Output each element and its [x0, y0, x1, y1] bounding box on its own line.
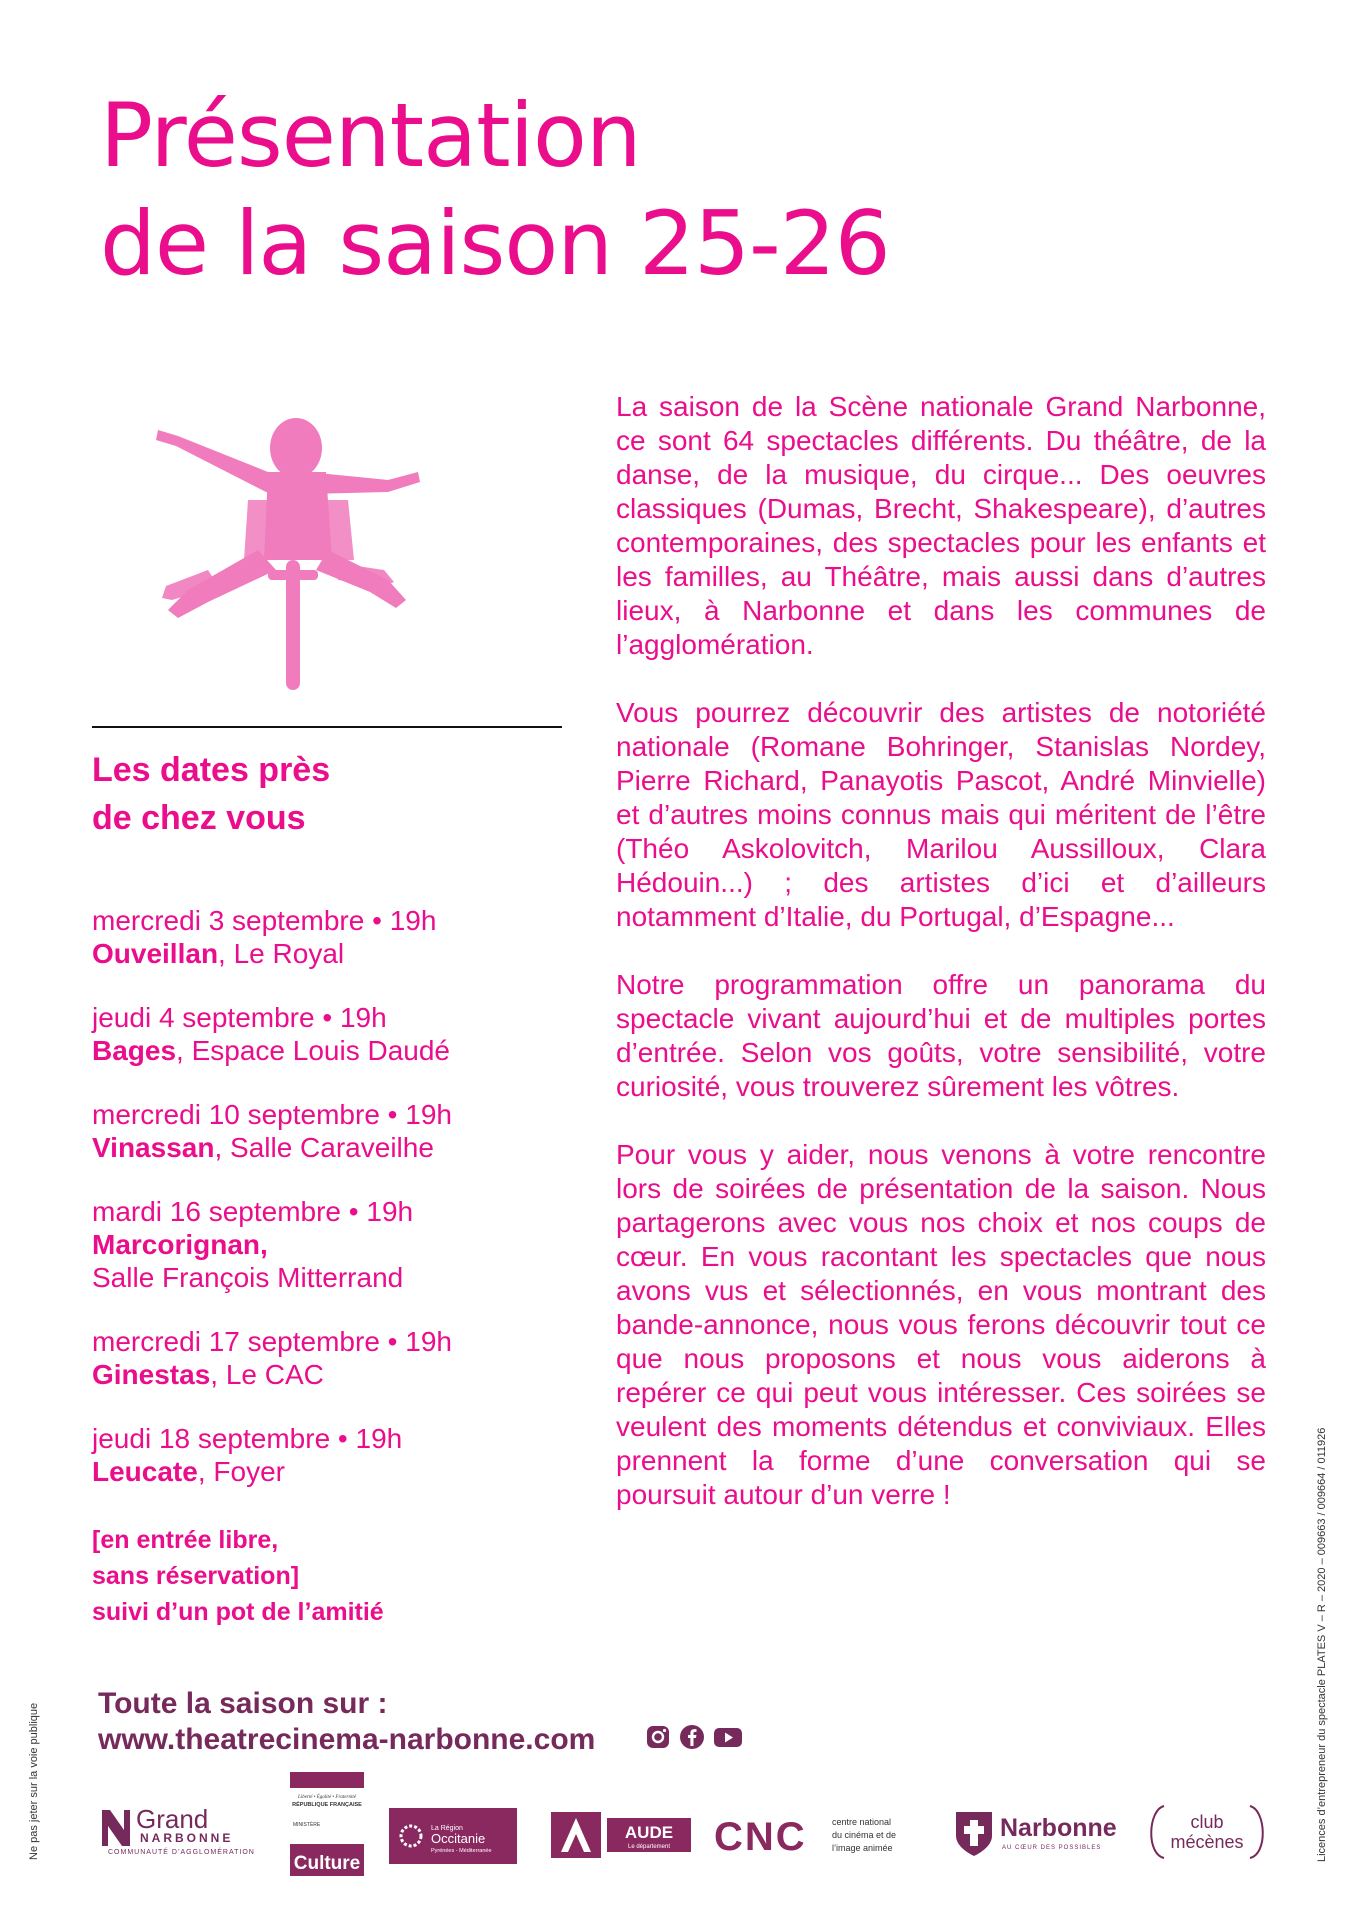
republique-motto: Liberté • Égalité • Fraternité	[298, 1795, 356, 1800]
date-place: Bages, Espace Louis Daudé	[92, 1035, 451, 1066]
date-time: mardi 16 septembre • 19h	[92, 1196, 414, 1227]
youtube-icon[interactable]	[713, 1724, 743, 1750]
partner-logos	[0, 1760, 1353, 1890]
narbonne-logo	[952, 1806, 1128, 1860]
narbonne-tagline: AU CŒUR DES POSSIBLES	[1002, 1845, 1102, 1851]
date-time: mercredi 17 septembre • 19h	[92, 1326, 452, 1357]
entry-note: [en entrée libre, sans réservation] suivi d’un pot de l’amitié	[92, 1526, 384, 1626]
website-link[interactable]: www.theatrecinema-narbonne.com	[98, 1723, 596, 1756]
aude-logo	[551, 1812, 691, 1858]
occitanie-line1: La Région	[431, 1825, 463, 1832]
date-place: Leucate, Foyer	[92, 1456, 285, 1487]
grand-narbonne-line1: Grand	[136, 1804, 209, 1834]
disposal-notice: Ne pas jeter sur la voie publique	[28, 1702, 40, 1860]
dates-list	[92, 904, 562, 1519]
grand-narbonne-line3: COMMUNAUTÉ D’AGGLOMÉRATION	[108, 1849, 255, 1856]
date-time: jeudi 18 septembre • 19h	[92, 1423, 403, 1454]
footer-label: Toute la saison sur :	[98, 1687, 388, 1720]
date-place: Ginestas, Le CAC	[92, 1359, 324, 1390]
season-description	[616, 390, 1266, 1546]
title-line-1: Présentation	[100, 84, 641, 187]
title-line-2: de la saison 25-26	[100, 192, 890, 295]
list-item	[92, 1195, 562, 1325]
cnc-logo	[714, 1812, 914, 1858]
club-line1: club	[1190, 1812, 1224, 1832]
occitanie-line2: Occitanie	[431, 1831, 486, 1846]
cnc-line2: du cinéma et de	[832, 1830, 897, 1840]
paragraph-1: La saison de la Scène nationale Grand Narbonne, ce sont 64 spectacles différents. Du théâtre, de la danse, de la musique, du cirque... Des oeuvres classiques (Dumas, Brecht, Shakespeare), d’autres contemporaines, des spectacles pour les enfants et les familles, au Théâtre, mais aussi dans d’autres lieux, à Narbonne et dans les communes de l’agglomération.	[616, 391, 1266, 660]
grand-narbonne-logo	[100, 1798, 275, 1856]
culture-word: Culture	[293, 1853, 361, 1874]
cnc-mark: CNC	[714, 1815, 807, 1858]
grand-narbonne-line2: NARBONNE	[140, 1831, 234, 1845]
paragraph-2: Vous pourrez découvrir des artistes de notoriété nationale (Romane Bohringer, Stanislas Nordey, Pierre Richard, Panayotis Pascot, André Minvielle) et d’autres moins connus mais qui méritent de l’être (Théo Askolovitch, Marilou Aussilloux, Clara Hédouin...) ; des artistes d’ici et d’ailleurs notamment d’Italie, du Portugal, d’Espagne...	[616, 697, 1266, 932]
date-time: mercredi 10 septembre • 19h	[92, 1099, 452, 1130]
date-time: jeudi 4 septembre • 19h	[92, 1002, 387, 1033]
dates-heading: Les dates près de chez vous	[92, 751, 331, 837]
date-place: Ouveillan, Le Royal	[92, 938, 345, 969]
facebook-icon[interactable]	[679, 1724, 705, 1750]
cyclist-illustration	[148, 410, 428, 700]
paragraph-3: Notre programmation offre un panorama du spectacle vivant aujourd’hui et de multiples portes d’entrée. Selon vos goûts, votre sensibilité, votre curiosité, vous trouverez sûrement les vôtres.	[616, 969, 1266, 1102]
date-place: Vinassan, Salle Caraveilhe	[92, 1132, 434, 1163]
republique-name: RÉPUBLIQUE FRANÇAISE	[292, 1802, 362, 1808]
ministere-culture-logo	[289, 1772, 365, 1878]
date-venue: Salle François Mitterrand	[92, 1262, 404, 1293]
list-item	[92, 1422, 562, 1519]
club-line2: mécènes	[1170, 1832, 1244, 1852]
list-item	[92, 1098, 562, 1195]
license-notice: Licences d’entrepreneur du spectacle PLATES V – R – 2020 – 009663 / 009664 / 011926	[1316, 1427, 1328, 1862]
aude-name: AUDE	[624, 1823, 674, 1842]
cnc-line3: l’image animée	[832, 1843, 893, 1853]
occitanie-line3: Pyrénées - Méditerranée	[431, 1848, 492, 1854]
page-title	[100, 82, 890, 298]
narbonne-name: Narbonne	[1000, 1814, 1117, 1842]
club-mecenes-logo	[1144, 1800, 1270, 1864]
cnc-line1: centre national	[832, 1817, 892, 1827]
list-item	[92, 904, 562, 1001]
occitanie-logo	[389, 1808, 517, 1864]
ministry-label: MINISTÈRE	[293, 1822, 321, 1828]
list-item	[92, 1001, 562, 1098]
social-icons	[645, 1724, 743, 1750]
instagram-icon[interactable]	[645, 1724, 671, 1750]
list-item	[92, 1325, 562, 1422]
section-divider	[92, 726, 562, 728]
date-time: mercredi 3 septembre • 19h	[92, 905, 437, 936]
date-town: Marcorignan,	[92, 1229, 268, 1260]
aude-sub: Le département	[627, 1844, 671, 1850]
paragraph-4: Pour vous y aider, nous venons à votre rencontre lors de soirées de présentation de la saison. Nous partagerons avec vous nos choix et nos coups de cœur. En vous racontant les spectacles que nous avons vus et sélectionnés, en vous montrant des bande-annonce, nous vous ferons découvrir tout ce que nous proposons et nous vous aiderons à repérer ce qui peut vous intéresser. Ces soirées se veulent des moments détendus et conviviaux. Elles prennent la forme d’une conversation qui se poursuit autour d’un verre !	[616, 1139, 1266, 1510]
